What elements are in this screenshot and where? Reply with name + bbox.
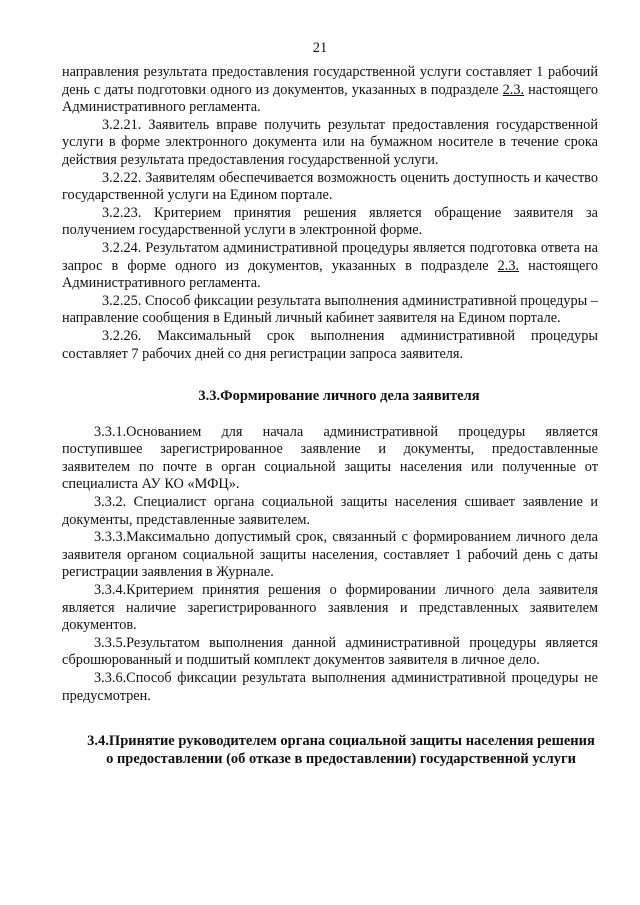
paragraph-3-2-24: [62, 240, 598, 293]
paragraph-3-3-6: 3.3.6.Способ фиксации результата выполнения административной процедуры не предусмотрен.: [62, 670, 598, 704]
paragraph-intro-text-a: направления результата предоставления государственной услуги составляет 1 рабочий день с даты подготовки одного из документов, указанных в подразделе: [62, 64, 598, 98]
paragraph-3-2-24-text-a: 3.2.24. Результатом административной процедуры является подготовка ответа на запрос в форме одного из документов, указанных в подразделе: [62, 239, 598, 274]
paragraph-3-3-4: 3.3.4.Критерием принятия решения о формировании личного дела заявителя является наличие зарегистрированного заявления и представленных заявителем документов.: [62, 582, 598, 634]
document-body: [62, 64, 598, 768]
paragraph-intro-text-b: настоящего Административного регламента.: [62, 81, 598, 116]
paragraph-3-2-26: 3.2.26. Максимальный срок выполнения административной процедуры составляет 7 рабочих дней со дня регистрации запроса заявителя.: [62, 327, 598, 362]
paragraph-3-2-21: 3.2.21. Заявитель вправе получить результат предоставления государственной услуги в форме электронного документа или на бумажном носителе в течение срока действия результата предоставления государственной услуги.: [62, 116, 598, 168]
paragraph-3-2-25: 3.2.25. Способ фиксации результата выполнения административной процедуры – направление сообщения в Единый личный кабинет заявителя на Едином портале.: [62, 292, 598, 327]
section-reference-link: 2.3.: [502, 81, 525, 98]
paragraph-3-3-5: 3.3.5.Результатом выполнения данной административной процедуры является сброшюрованный и подшитый комплект документов заявителя в личное дело.: [62, 634, 598, 669]
section-heading-3-4: 3.4.Принятие руководителем органа социальной защиты населения решения о предоставлении (об отказе в предоставлении) государственной услуги: [87, 733, 595, 767]
paragraph-intro: [62, 64, 598, 117]
page-number: 21: [312, 40, 328, 56]
paragraph-3-3-3: 3.3.3.Максимально допустимый срок, связанный с формированием личного дела заявителя органом социальной защиты населения, составляет 1 рабочий день с даты регистрации заявления в Журнале.: [62, 529, 598, 581]
section-reference-link: 2.3.: [497, 257, 520, 274]
paragraph-3-2-23: 3.2.23. Критерием принятия решения является обращение заявителя за получением государственной услуги в электронной форме.: [62, 204, 598, 239]
paragraph-3-3-1: 3.3.1.Основанием для начала административной процедуры является поступившее зарегистрированное заявление и документы, предоставленные заявителем по почте в орган социальной защиты населения или полученные от специалиста АУ КО «МФЦ».: [62, 423, 598, 493]
paragraph-3-3-2: 3.3.2. Специалист органа социальной защиты населения сшивает заявление и документы, представленные заявителем.: [62, 494, 598, 528]
paragraph-3-2-22: 3.2.22. Заявителям обеспечивается возможность оценить доступность и качество государственной услуги на Едином портале.: [62, 169, 598, 204]
paragraph-3-2-24-text-b: настоящего Административного регламента.: [62, 257, 598, 292]
section-heading-3-3: 3.3.Формирование личного дела заявителя: [198, 388, 480, 405]
